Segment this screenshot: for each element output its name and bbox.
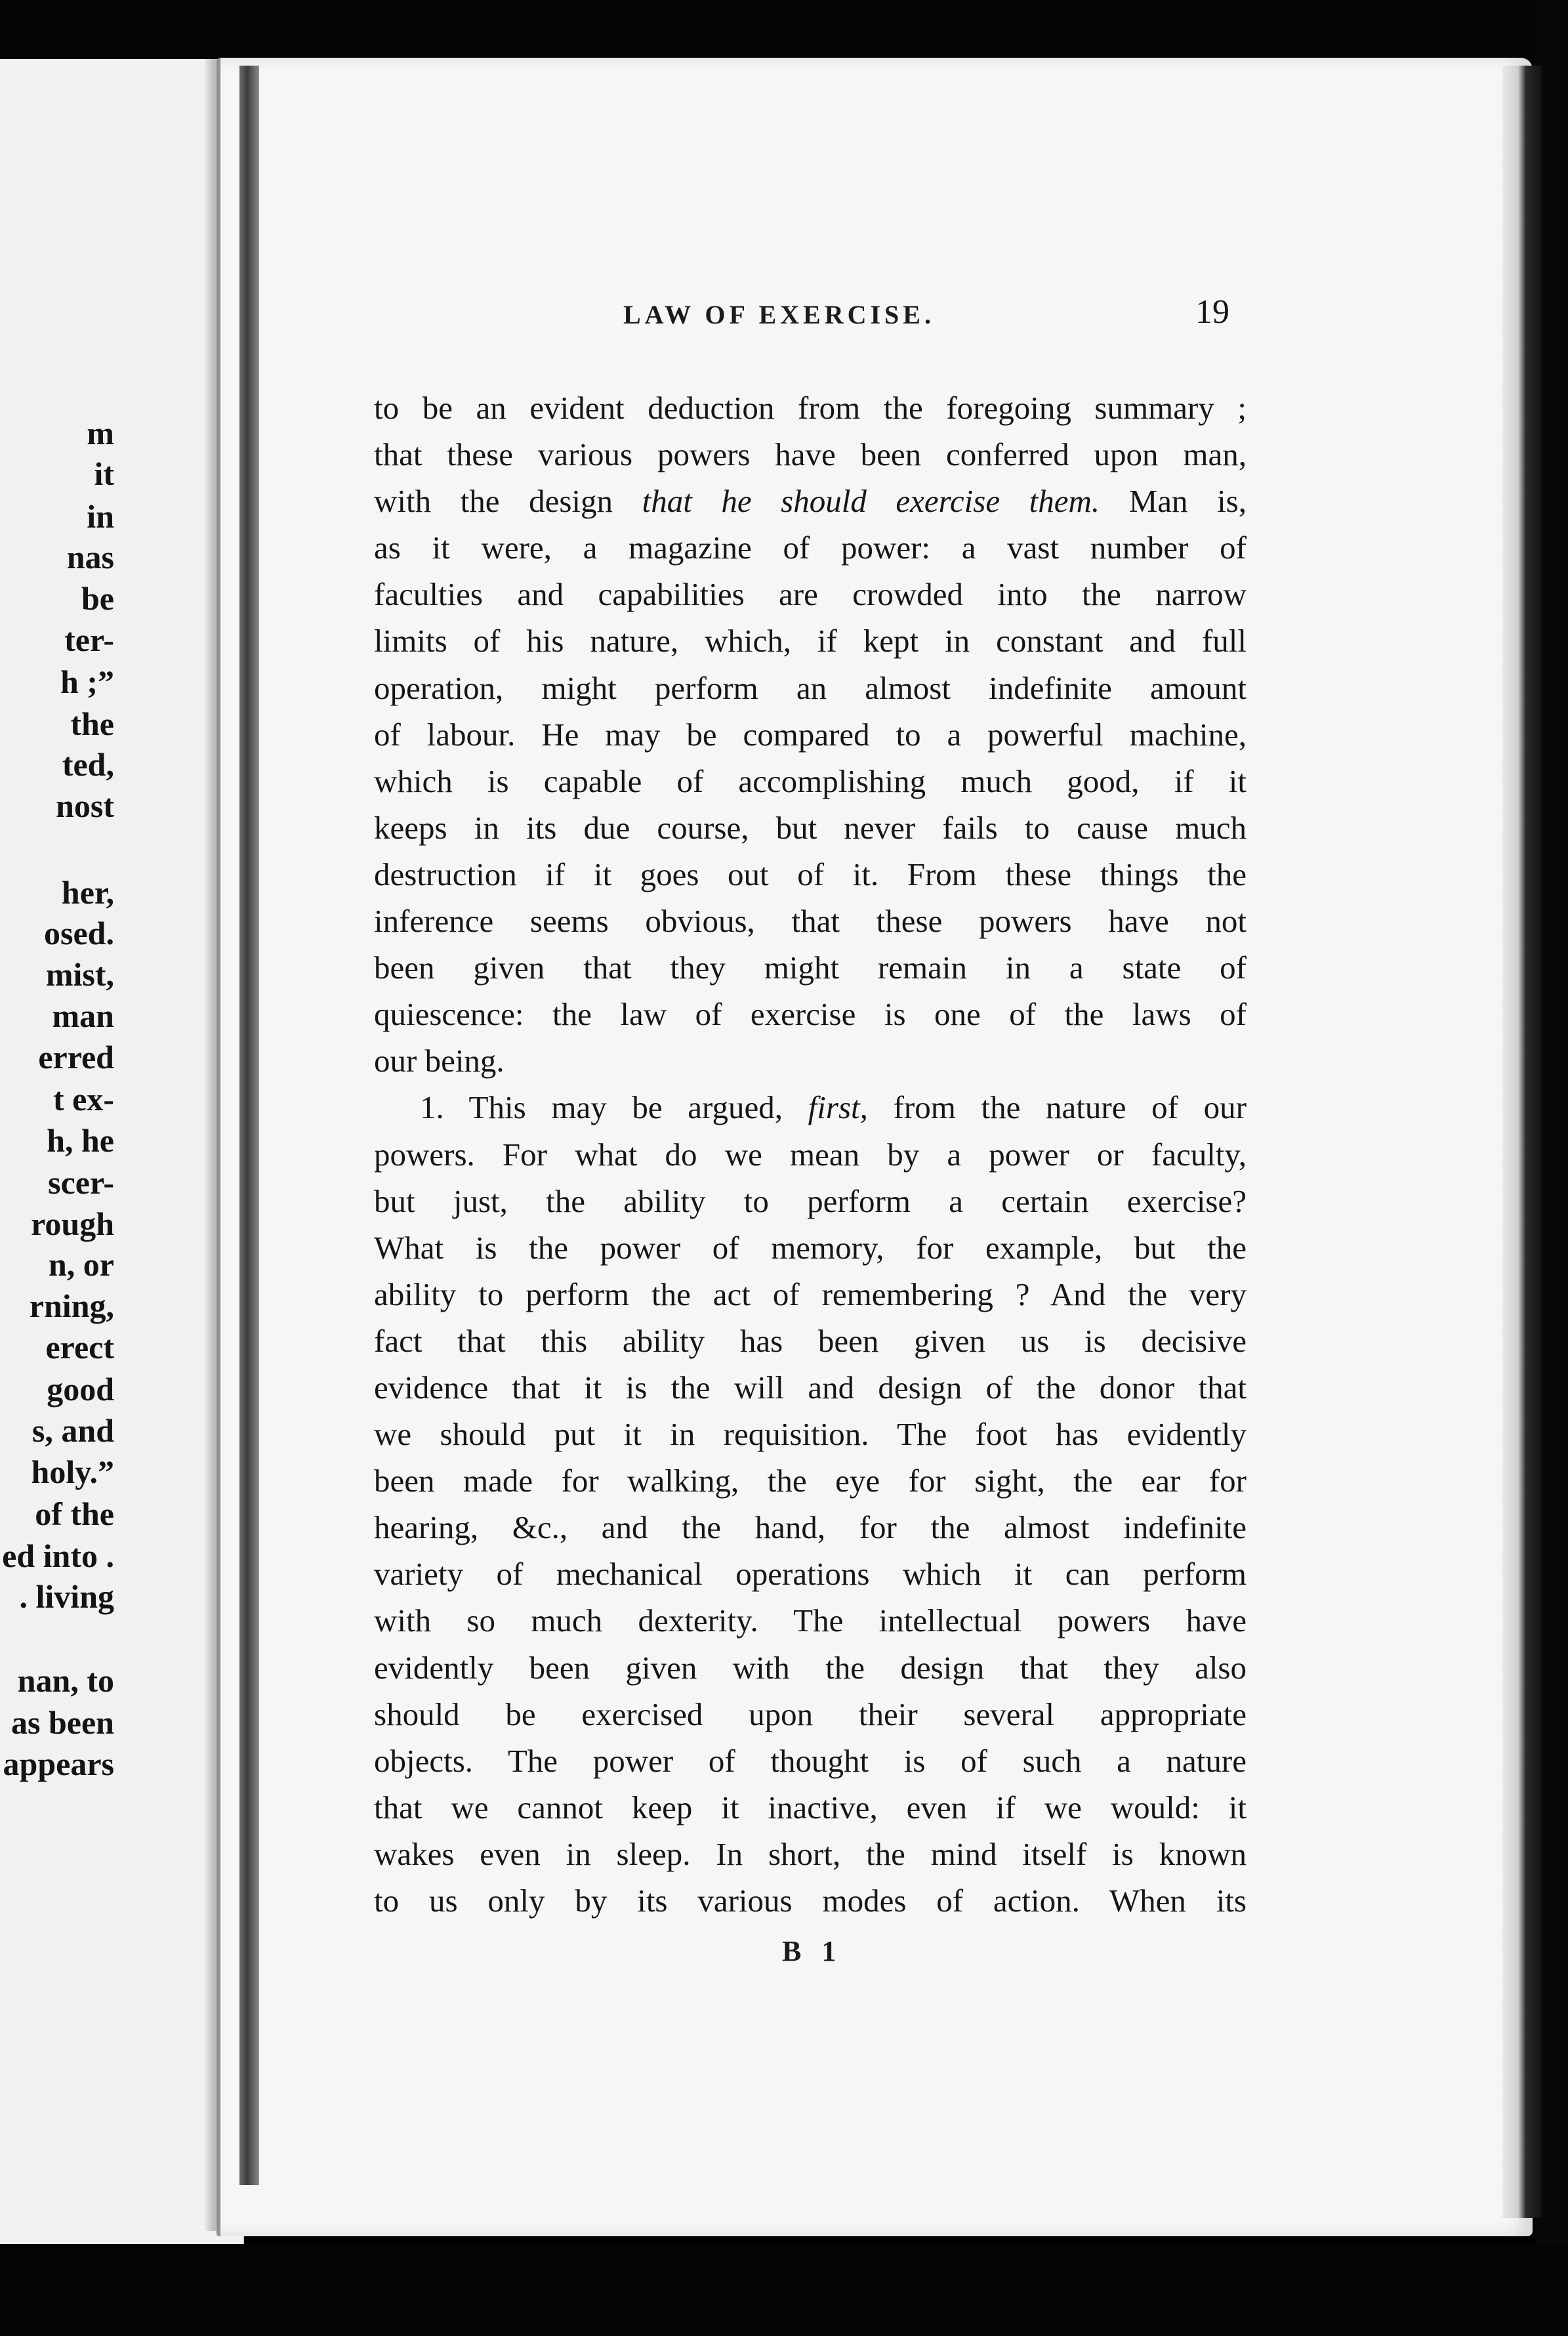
- text-line: [374, 1084, 1247, 1131]
- text-line: evidence that it is the will and design of the donor that: [374, 1369, 1247, 1406]
- text-line: What is the power of memory, for example, but the: [374, 1229, 1247, 1266]
- text-line: ability to perform the act of remembering ? And the very: [374, 1276, 1247, 1312]
- left-page-fragment: as been: [11, 1704, 114, 1741]
- emphasis: that he should exercise them.: [642, 483, 1100, 520]
- left-page-fragment: the: [70, 705, 114, 742]
- left-page-fragment: h ;”: [60, 663, 114, 700]
- left-page-fragment: osed.: [44, 915, 114, 951]
- left-page-fragment: ter-: [64, 621, 114, 658]
- text-line: with so much dexterity. The intellectual powers have: [374, 1602, 1247, 1639]
- left-page-fragment: scer-: [48, 1164, 114, 1201]
- left-page-fragment: n, or: [49, 1246, 114, 1283]
- page-edge: [1502, 66, 1542, 2218]
- text-line: that we cannot keep it inactive, even if we would: it: [374, 1789, 1247, 1825]
- text-line: but just, the ability to perform a certain exercise?: [374, 1182, 1247, 1219]
- text-line: to be an evident deduction from the foregoing summary ;: [374, 390, 1247, 426]
- left-page-fragment: h, he: [47, 1122, 114, 1159]
- text-line: objects. The power of thought is of such a nature: [374, 1742, 1247, 1779]
- text-line: of labour. He may be compared to a powerful machine,: [374, 716, 1247, 753]
- text-segment: Man is,: [1100, 483, 1247, 520]
- text-segment: with the design: [374, 483, 642, 520]
- text-line: been made for walking, the eye for sight, the ear for: [374, 1463, 1247, 1499]
- left-page-fragment: nan, to: [17, 1662, 114, 1699]
- emphasis: first,: [808, 1089, 868, 1126]
- text-line: which is capable of accomplishing much good, if it: [374, 762, 1247, 799]
- left-page-fragment: erred: [38, 1039, 114, 1075]
- text-line: variety of mechanical operations which it can perform: [374, 1556, 1247, 1593]
- text-line: been given that they might remain in a state of: [374, 949, 1247, 986]
- text-line: our being.: [374, 1043, 505, 1079]
- left-page-fragment: erect: [45, 1329, 114, 1366]
- left-page-fragment: t ex-: [53, 1081, 114, 1117]
- scan-background-top: [0, 0, 1568, 66]
- left-page-fragment: nost: [56, 787, 114, 824]
- left-page-fragment: . living: [19, 1578, 114, 1615]
- left-page-fragment: be: [81, 580, 114, 617]
- left-page-fragment: it: [94, 455, 114, 492]
- left-page-fragment: holy.”: [31, 1453, 114, 1490]
- text-line: operation, might perform an almost indefinite amount: [374, 669, 1247, 706]
- text-line: [374, 478, 1247, 524]
- scan-background-bottom: [0, 2244, 1568, 2336]
- text-line: powers. For what do we mean by a power or faculty,: [374, 1136, 1247, 1173]
- book-gutter: [239, 66, 259, 2185]
- left-page-fragment: s, and: [31, 1412, 114, 1449]
- text-line: wakes even in sleep. In short, the mind itself is known: [374, 1835, 1247, 1872]
- left-page-fragment: ted,: [62, 746, 114, 783]
- left-page-fragment: ed into .: [2, 1537, 114, 1574]
- text-segment: 1. This may be argued,: [420, 1089, 808, 1126]
- text-line: destruction if it goes out of it. From these things the: [374, 856, 1247, 892]
- page-number: 19: [1195, 293, 1229, 331]
- text-segment: from the nature of our: [867, 1089, 1247, 1126]
- left-page-fragment: man: [52, 997, 114, 1034]
- text-line: keeps in its due course, but never fails to cause much: [374, 809, 1247, 846]
- left-page-fragment: her,: [61, 874, 114, 911]
- text-line: quiescence: the law of exercise is one of the laws of: [374, 996, 1247, 1033]
- text-line: evidently been given with the design that they also: [374, 1649, 1247, 1686]
- text-line: that these various powers have been conferred upon man,: [374, 436, 1247, 473]
- text-line: as it were, a magazine of power: a vast number of: [374, 530, 1247, 566]
- text-line: we should put it in requisition. The foot has evidently: [374, 1416, 1247, 1453]
- left-page-fragment: of the: [35, 1495, 114, 1532]
- left-page-fragment: in: [87, 498, 114, 535]
- text-line: fact that this ability has been given us is decisive: [374, 1322, 1247, 1359]
- text-line: to us only by its various modes of action. When its: [374, 1883, 1247, 1919]
- text-line: hearing, &c., and the hand, for the almost indefinite: [374, 1509, 1247, 1546]
- text-line: should be exercised upon their several appropriate: [374, 1696, 1247, 1732]
- left-page-fragment: m: [87, 415, 114, 451]
- left-page-fragment: appears: [3, 1745, 114, 1782]
- left-page-fragment: nas: [66, 539, 114, 575]
- body-text: [374, 385, 1247, 1924]
- signature-mark: B 1: [782, 1935, 843, 1967]
- left-page-fragment: mist,: [45, 956, 114, 993]
- left-page-fragment: good: [47, 1371, 114, 1408]
- left-page-fragment: rough: [31, 1205, 114, 1242]
- text-line: limits of his nature, which, if kept in constant and full: [374, 623, 1247, 659]
- left-page-fragment: rning,: [29, 1287, 114, 1324]
- text-line: faculties and capabilities are crowded into the narrow: [374, 576, 1247, 613]
- text-line: inference seems obvious, that these powers have not: [374, 903, 1247, 940]
- running-head: LAW OF EXERCISE.: [623, 300, 935, 329]
